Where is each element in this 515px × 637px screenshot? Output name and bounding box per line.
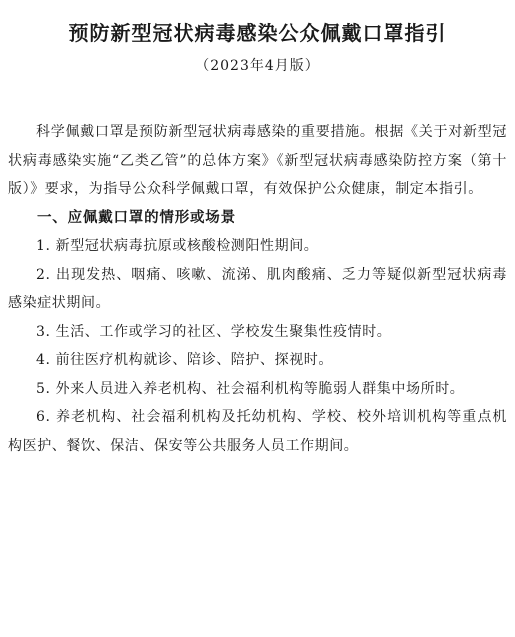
list-item: 2. 出现发热、咽痛、咳嗽、流涕、肌肉酸痛、乏力等疑似新型冠状病毒感染症状期间。 — [8, 266, 507, 311]
section-heading: 一、应佩戴口罩的情形或场景 — [37, 209, 236, 226]
list-item: 4. 前往医疗机构就诊、陪诊、陪护、探视时。 — [36, 352, 334, 368]
intro-paragraph: 科学佩戴口罩是预防新型冠状病毒感染的重要措施。根据《关于对新型冠状病毒感染实施“乙类乙管”的总体方案》《新型冠状病毒感染防控方案（第十版）》要求，为指导公众科学佩戴口罩，有效保护公众健康，制定本指引。 — [8, 124, 507, 197]
list-item: 5. 外来人员进入养老机构、社会福利机构等脆弱人群集中场所时。 — [36, 380, 465, 397]
document-title: 预防新型冠状病毒感染公众佩戴口罩指引 — [68, 21, 447, 45]
list-item: 6. 养老机构、社会福利机构及托幼机构、学校、校外培训机构等重点机构医护、餐饮、保洁、保安等公共服务人员工作期间。 — [8, 409, 507, 454]
list-item: 1. 新型冠状病毒抗原或核酸检测阳性期间。 — [36, 238, 319, 254]
list-item: 3. 生活、工作或学习的社区、学校发生聚集性疫情时。 — [36, 323, 392, 340]
document-subtitle: （2023年4月版） — [195, 58, 320, 74]
document-body — [8, 118, 507, 460]
